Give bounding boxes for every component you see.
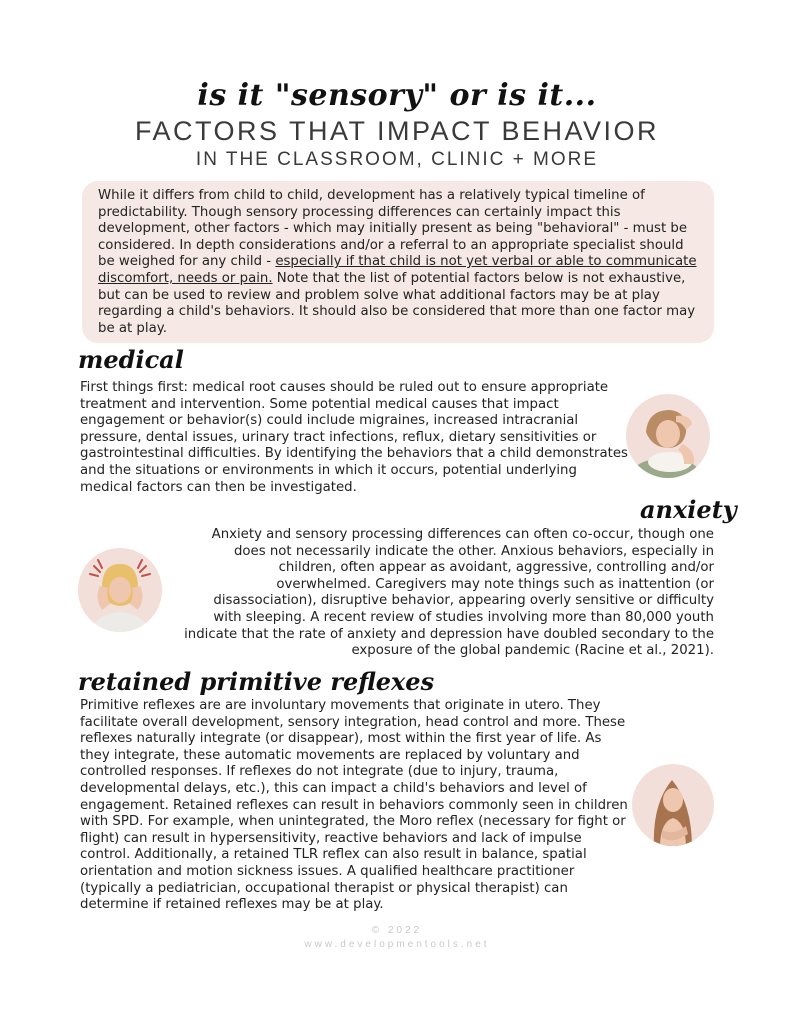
headache-person-illustration bbox=[626, 394, 710, 478]
calm-person-illustration bbox=[632, 764, 714, 846]
reflexes-heading: retained primitive reflexes bbox=[78, 667, 435, 696]
anxiety-heading: anxiety bbox=[640, 495, 737, 524]
medical-heading: medical bbox=[78, 345, 184, 374]
page-title: FACTORS THAT IMPACT BEHAVIOR bbox=[134, 116, 660, 146]
reflexes-body: Primitive reflexes are are involuntary movements that originate in utero. They facilitate overall development, sensory integration, head control and more. These reflexes naturally integrate (or disappear), most within the first year of life. As they integrate, these automatic movements are replaced by voluntary and controlled responses. If reflexes do not integrate (due to injury, trauma, developmental delays, etc.), this can impact a child's behaviors and level of engagement. Retained reflexes can result in behaviors commonly seen in children with SPD. For example, when unintegrated, the Moro reflex (necessary for fight or flight) can result in hypersensitivity, reactive behaviors and lack of impulse control. Additionally, a retained TLR reflex can also result in balance, spatial orientation and motion sickness issues. A qualified healthcare practitioner (typically a pediatrician, occupational therapist or physical therapist) can determine if retained reflexes may be at play. bbox=[80, 698, 628, 913]
anxiety-body: Anxiety and sensory processing differences can often co-occur, though one does not necessarily indicate the other. Anxious behaviors, especially in children, often appear as avoidant, aggressive, controlling and/or overwhelmed. Caregivers may note things such as inattention (or disassociation), disruptive behavior, appearing overly sensitive or difficulty with sleeping. A recent review of studies involving more than 80,000 youth indicate that the rate of anxiety and depression have doubled secondary to the exposure of the global pandemic (Racine et al., 2021). bbox=[184, 527, 714, 659]
headache-person-icon bbox=[626, 394, 710, 478]
intro-text-after: Note that the list of potential factors below is not exhaustive, but can be used to review and problem solve what additional factors may be at play regarding a child's behaviors. It should also be considered that more than one factor may be at play. bbox=[98, 270, 696, 336]
intro-underlined-text: especially if that child is not yet verbal or able to communicate discomfort, needs or pain. bbox=[98, 254, 697, 286]
medical-body: First things first: medical root causes should be ruled out to ensure appropriate treatment and intervention. Some potential medical causes that impact engagement or behavior(s) could include migraines, increased intracranial pressure, dental issues, urinary tract infections, reflux, dietary sensitivities or gastrointestinal difficulties. By identifying the behaviors that a child demonstrates and the situations or environments in which it occurs, potential underlying medical factors can then be investigated. bbox=[80, 380, 628, 495]
footer-website: www.developmentools.net bbox=[304, 939, 490, 950]
intro-text-before: While it differs from child to child, development has a relatively typical timeline of predictability. Though sensory processing differences can certainly impact this development, other factors - which may initially present as being "behavioral" - must be considered. In depth considerations and/or a referral to an appropriate specialist should be weighed for any child - bbox=[98, 188, 688, 270]
footer-copyright: © 2022 bbox=[371, 925, 423, 936]
calm-person-icon bbox=[632, 764, 714, 846]
overwhelmed-child-icon bbox=[78, 548, 162, 632]
overwhelmed-child-illustration bbox=[78, 548, 162, 632]
script-title: is it "sensory" or is it... bbox=[197, 78, 597, 113]
intro-box bbox=[82, 181, 714, 343]
page-subtitle: IN THE CLASSROOM, CLINIC + MORE bbox=[195, 149, 599, 170]
page-header bbox=[0, 78, 794, 172]
